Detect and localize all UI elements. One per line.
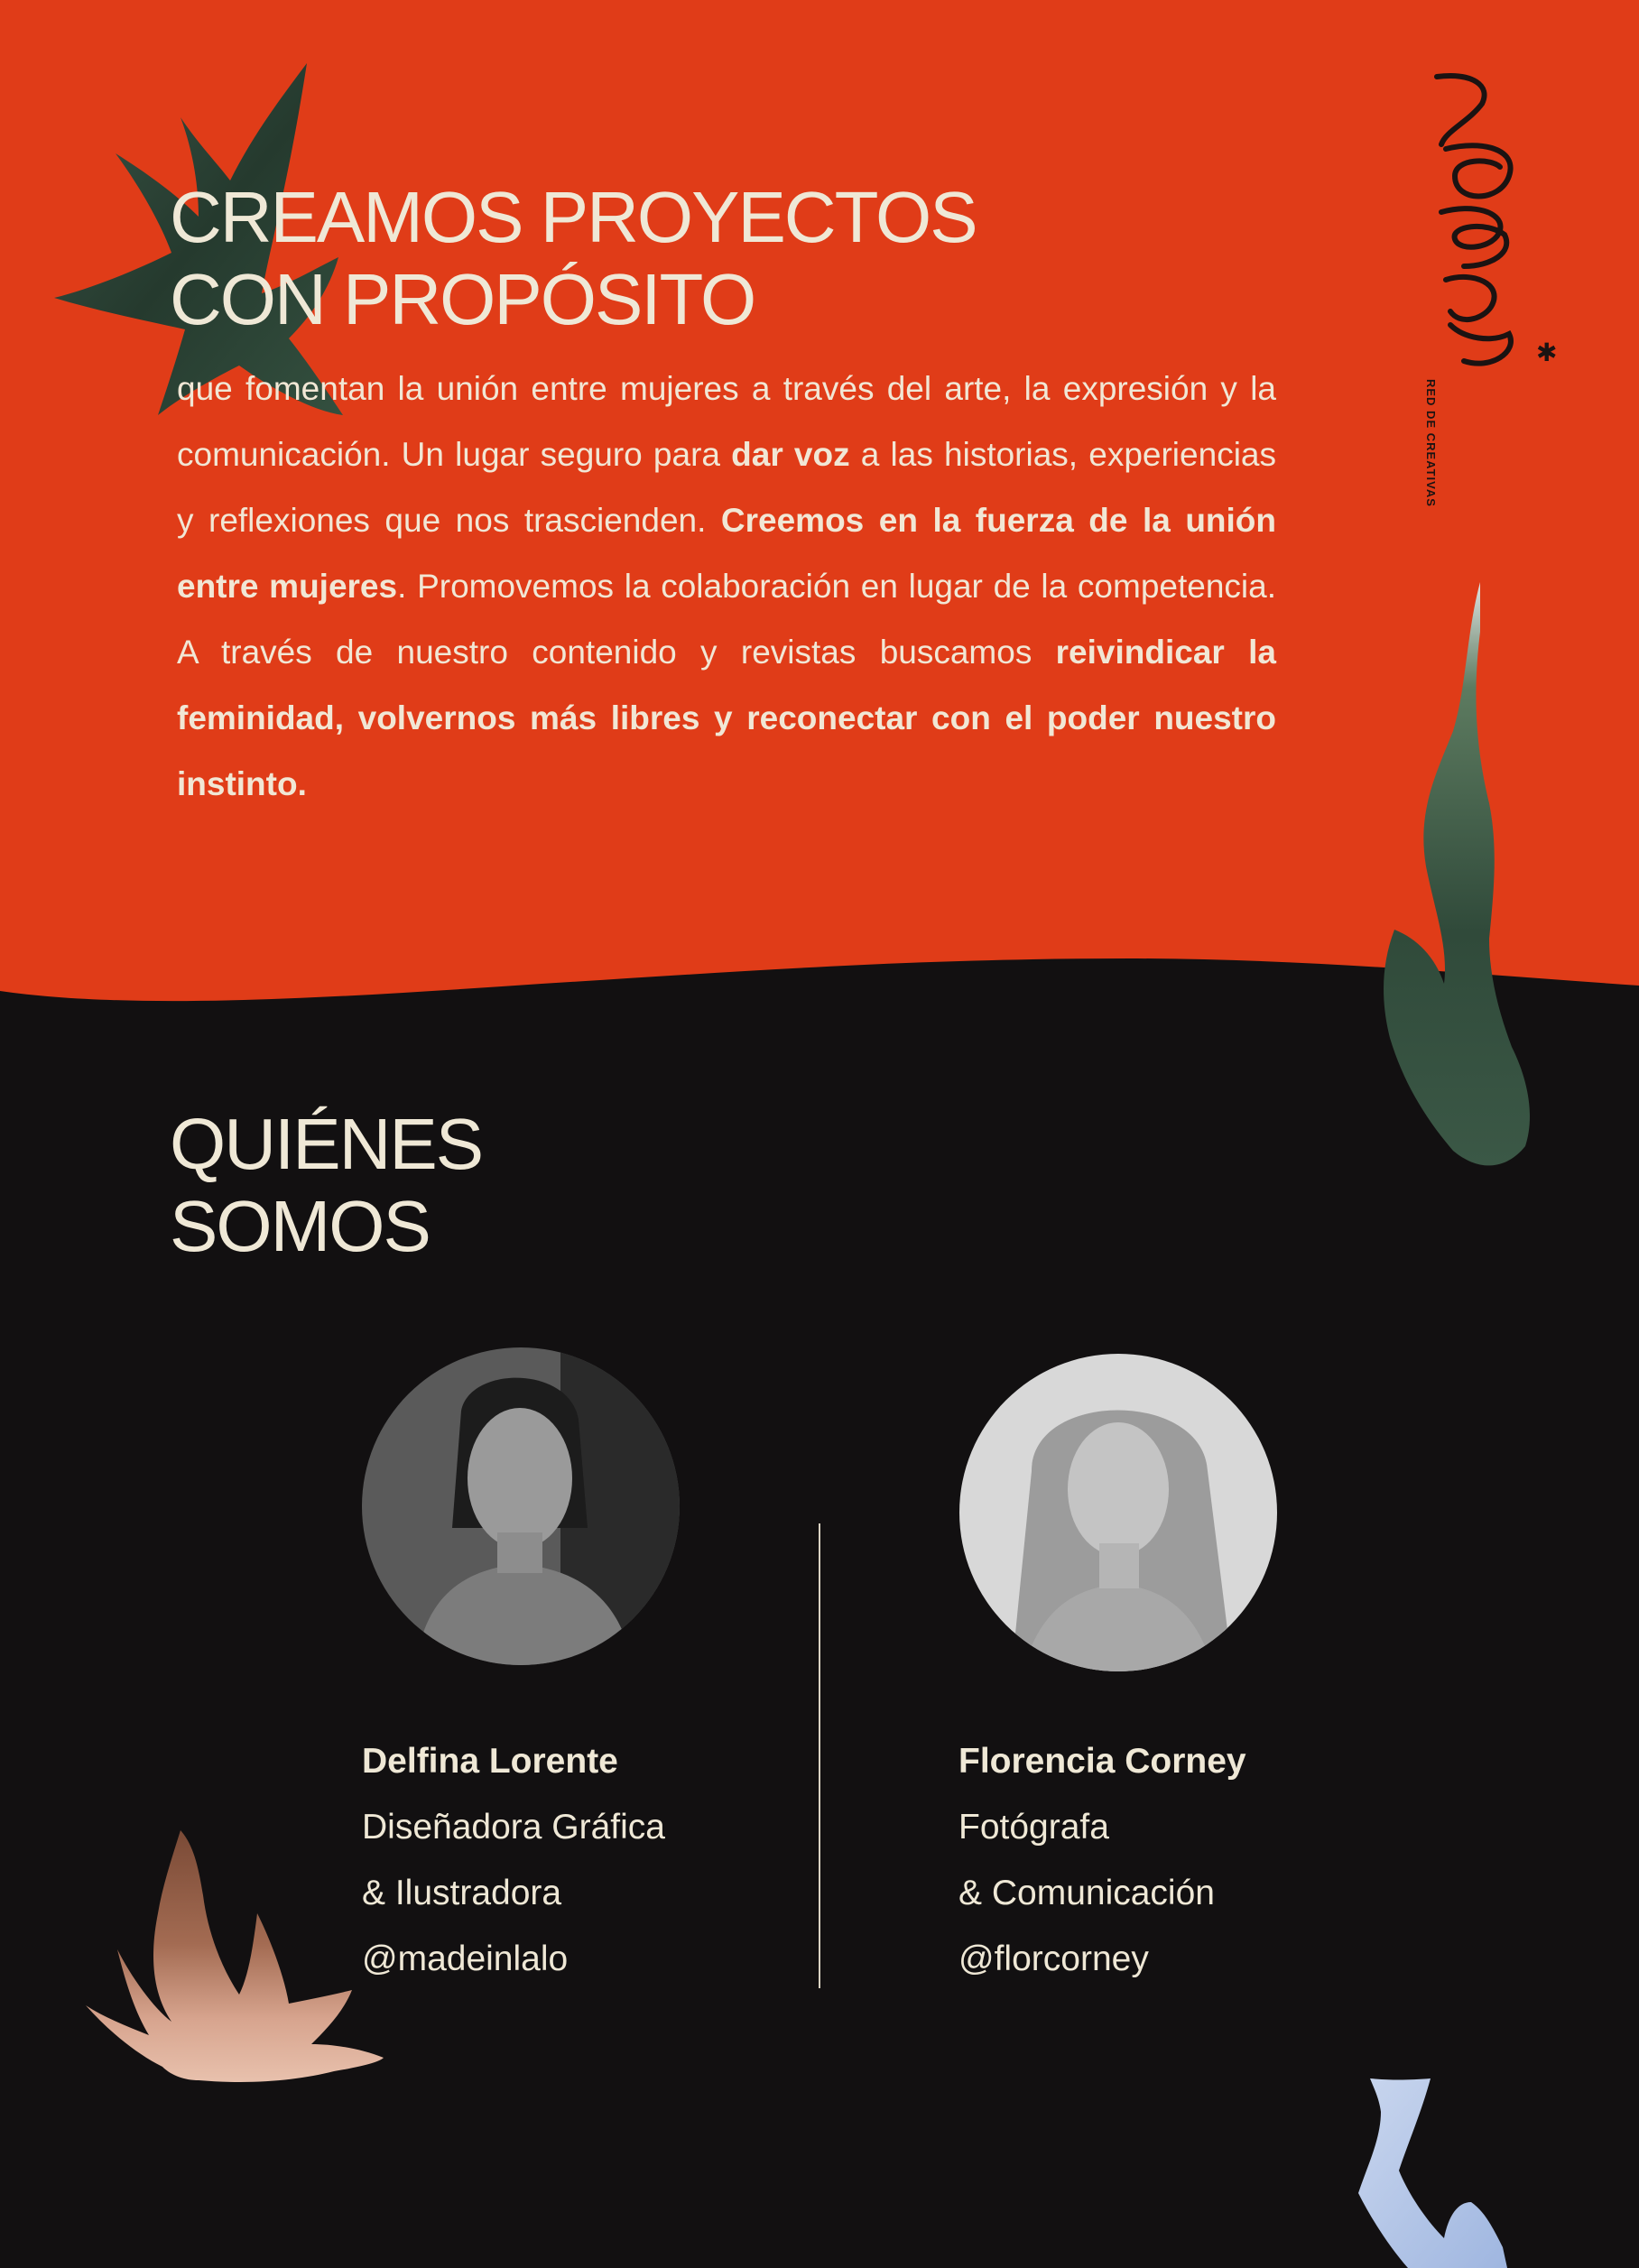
team-divider [819,1523,820,1988]
avatar-delfina [362,1347,680,1665]
intro-text-3: . Promovemos la colaboración en lugar de la competencia. A través de nuestro contenido y revistas buscamos [177,568,1276,671]
hand-shape [86,1830,384,2082]
member-role-line1: Diseñadora Gráfica [362,1808,665,1847]
blue-shape [1358,2078,1507,2268]
intro-bold-3: reivindicar la feminidad, volvernos más libres y reconectar con el poder nuestro instinto. [177,634,1276,802]
member-name: Delfina Lorente [362,1742,618,1781]
logo-tagline: RED DE CREATIVAS [1424,379,1438,507]
member-handle: @florcorney [958,1939,1149,1978]
intro-heading-line1: CREAMOS PROYECTOS [170,177,977,257]
intro-paragraph [177,356,1276,817]
intro-text-2: a las historias, experiencias y reflexiones que nos trascienden. [177,436,1276,539]
svg-text:✱: ✱ [1536,338,1558,367]
team-heading [170,1103,711,1267]
member-card-florencia [958,1728,1246,1992]
member-role-line2: & Comunicación [958,1874,1215,1912]
intro-heading-line2: CON PROPÓSITO [170,259,755,339]
member-handle: @madeinlalo [362,1939,569,1978]
member-name: Florencia Corney [958,1742,1246,1781]
member-card-delfina [362,1728,665,1992]
intro-text-1: que fomentan la unión entre mujeres a través del arte, la expresión y la comunicación. Un lugar seguro para [177,370,1276,473]
team-heading-line1: QUIÉNES [170,1104,483,1184]
lobas-logo [1419,68,1563,375]
member-role-line1: Fotógrafa [958,1808,1109,1847]
intro-bold-2: Creemos en la fuerza de la unión entre mujeres [177,502,1276,605]
intro-heading [170,176,1072,340]
team-heading-line2: SOMOS [170,1186,430,1266]
member-role-line2: & Ilustradora [362,1874,562,1912]
intro-bold-1: dar voz [731,436,850,473]
avatar-florencia [959,1354,1277,1671]
